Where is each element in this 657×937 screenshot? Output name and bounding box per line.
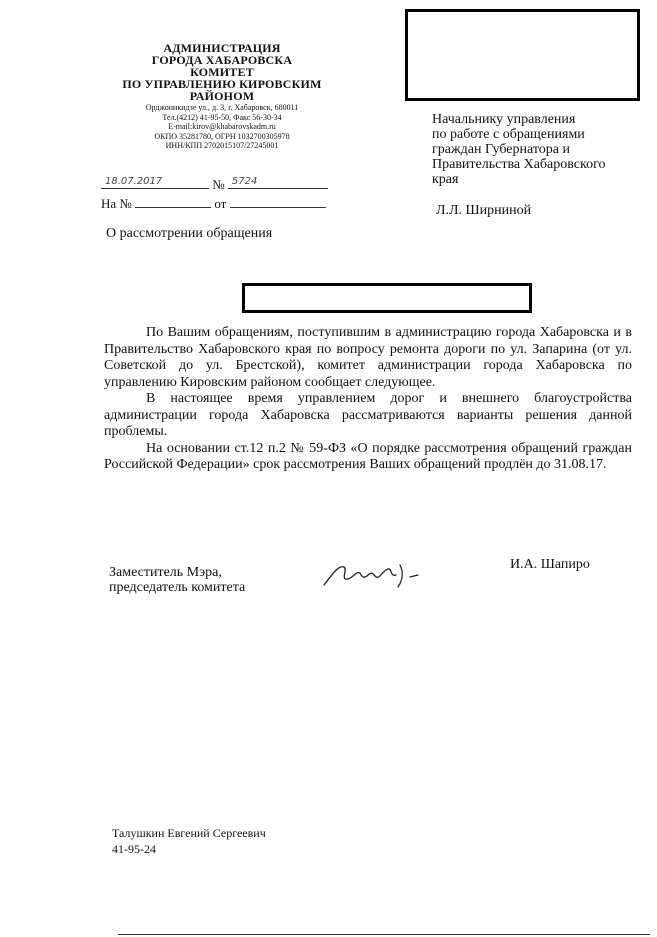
number-line bbox=[228, 176, 328, 189]
signatory-name: И.А. Шапиро bbox=[510, 557, 590, 572]
signatory-title-line: Заместитель Мэра, bbox=[109, 565, 222, 580]
registration-row-reference bbox=[101, 195, 326, 212]
ref-number-line bbox=[135, 195, 211, 208]
letterhead-line: ГОРОДА ХАБАРОВСКА bbox=[151, 53, 293, 67]
body-paragraph: На основании ст.12 п.2 № 59-ФЗ «О порядке рассмотрения обращений граждан Российской Федерации» срок рассмотрения Ваших обращений продлён до 31.08.17. bbox=[104, 440, 632, 472]
recipient-line: по работе с обращениями bbox=[432, 127, 585, 142]
address-line: Орджоникидзе ул., д. 3, г. Хабаровск, 680011 bbox=[145, 103, 299, 112]
signatory-title bbox=[109, 565, 245, 595]
recipient-block bbox=[432, 112, 647, 187]
letterhead-line: РАЙОНОМ bbox=[189, 89, 255, 103]
ref-date-line bbox=[230, 195, 326, 208]
recipient-line: граждан Губернатора и bbox=[432, 142, 570, 157]
executor-name: Талушкин Евгений Сергеевич bbox=[112, 826, 266, 840]
letterhead-line: ПО УПРАВЛЕНИЮ КИРОВСКИМ bbox=[122, 77, 322, 91]
address-line: Тел.(4212) 41-95-50, Факс 56-30-34 bbox=[162, 112, 282, 122]
signatory-title-line: председатель комитета bbox=[109, 580, 246, 595]
letterhead-line: КОМИТЕТ bbox=[190, 65, 254, 79]
executor-phone: 41-95-24 bbox=[112, 842, 156, 856]
letterhead-address bbox=[112, 103, 332, 151]
address-line: ОКПО 35281780, ОГРН 1032700305978 bbox=[154, 131, 290, 141]
body-paragraph: В настоящее время управлением дорог и внешнего благоустройства администрации города Хабаровска рассматриваются варианты решения данной проблемы. bbox=[104, 391, 632, 439]
letter-subject: О рассмотрении обращения bbox=[106, 226, 273, 241]
body-paragraph: По Вашим обращениям, поступившим в администрацию города Хабаровска и в Правительство Хабаровского края по вопросу ремонта дороги по ул. Запарина (от ул. Советской до ул. Брестской), комитет администрации города Хабаровска по управлению Кировским районом сообщает следующее. bbox=[104, 325, 632, 390]
letterhead-line: АДМИНИСТРАЦИЯ bbox=[163, 41, 281, 55]
letter-body bbox=[104, 325, 632, 474]
recipient-name: Л.Л. Ширниной bbox=[436, 203, 532, 218]
page-bottom-rule bbox=[118, 934, 650, 935]
redaction-box-top bbox=[405, 9, 640, 101]
number-handwritten: 5724 bbox=[231, 176, 258, 187]
number-label: № bbox=[212, 177, 225, 192]
recipient-line: Начальнику управления bbox=[432, 112, 576, 127]
redaction-box-middle bbox=[242, 283, 532, 313]
recipient-line: Правительства Хабаровского bbox=[432, 157, 606, 172]
registration-row-outgoing bbox=[101, 176, 328, 193]
letterhead-title bbox=[112, 42, 332, 102]
address-line: ИНН/КПП 2702015107/27245001 bbox=[165, 141, 279, 150]
executor-block bbox=[112, 825, 266, 857]
recipient-line: края bbox=[432, 172, 459, 187]
handwritten-signature bbox=[318, 553, 438, 593]
from-label: от bbox=[214, 196, 227, 211]
address-line: E-mail:kirov@khabarovskadm.ru bbox=[168, 122, 276, 131]
date-line bbox=[101, 176, 209, 189]
ref-label: На № bbox=[101, 196, 132, 211]
date-handwritten: 18.07.2017 bbox=[105, 176, 163, 187]
